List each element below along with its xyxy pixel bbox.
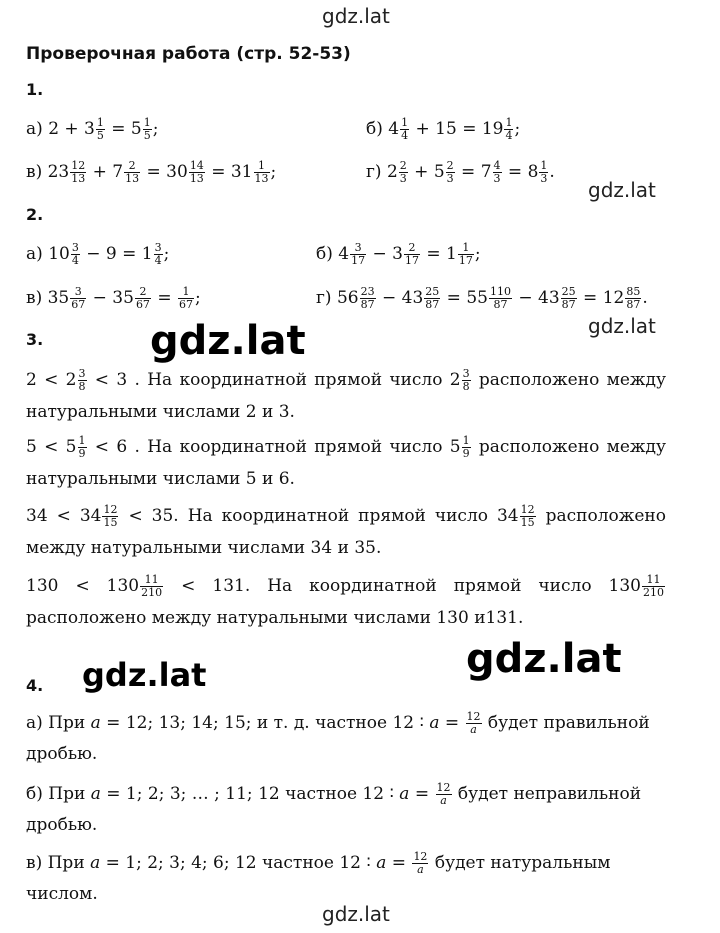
task4-v: в) При a = 1; 2; 3; 4; 6; 12 частное 12 ∶ a = $\frac{12}{a}$ будет натуральным числом. — [26, 850, 611, 904]
task3-paragraph-1: 2 < 2 $\frac{3}{8}$ < 3 . На координатной прямой число 2 $\frac{3}{8}$ расположено между натуральными числами 2 и 3. — [26, 367, 667, 422]
task1-b: б) 4 $\frac{1}{4}$ + 15 = 19 $\frac{1}{4}$ ; — [366, 116, 521, 142]
task1-a: а) 2 + 3 $\frac{1}{5}$ = 5 $\frac{1}{5}$ ; — [26, 116, 159, 142]
section-number-2: 2. — [26, 205, 44, 224]
watermark-small-4: gdz.lat — [82, 656, 207, 694]
task2-b: б) 4 $\frac{3}{17}$ − 3 $\frac{2}{17}$ = 1 $\frac{1}{17}$ ; — [316, 241, 481, 267]
watermark-bottom: gdz.lat — [322, 902, 390, 926]
section-number-1: 1. — [26, 80, 44, 99]
watermark-top: gdz.lat — [322, 4, 390, 28]
watermark-right-1: gdz.lat — [588, 178, 656, 202]
task2-g: г) 56 $\frac{23}{87}$ − 43 $\frac{25}{87}$ = 55 $\frac{110}{87}$ − 43 $\frac{25}{87}$ = 12 $\frac{85}{87}$ . — [316, 285, 648, 311]
section-number-3: 3. — [26, 330, 44, 349]
task3-paragraph-3: 34 < 34 $\frac{12}{15}$ < 35. На координатной прямой число 34 $\frac{12}{15}$ расположено между натуральными числами 34 и 35. — [26, 503, 666, 558]
task4-b: б) При a = 1; 2; 3; … ; 11; 12 частное 12 ∶ a = $\frac{12}{a}$ будет неправильной дробью. — [26, 781, 642, 835]
section-number-4: 4. — [26, 676, 44, 695]
task4-a: а) При a = 12; 13; 14; 15; и т. д. частное 12 ∶ a = $\frac{12}{a}$ будет правильной дробью. — [26, 710, 650, 764]
task1-g: г) 2 $\frac{2}{3}$ + 5 $\frac{2}{3}$ = 7 $\frac{4}{3}$ = 8 $\frac{1}{3}$ . — [366, 159, 555, 185]
task1-v: в) 23 $\frac{12}{13}$ + 7 $\frac{2}{13}$ = 30 $\frac{14}{13}$ = 31 $\frac{1}{13}$ ; — [26, 159, 277, 185]
watermark-big-2: gdz.lat — [466, 636, 622, 682]
task2-v: в) 35 $\frac{3}{67}$ − 35 $\frac{2}{67}$ = $\frac{1}{67}$ ; — [26, 285, 201, 311]
watermark-big-1: gdz.lat — [150, 318, 306, 364]
task3-paragraph-4: 130 < 130 $\frac{11}{210}$ < 131. На координатной прямой число 130 $\frac{11}{210}$ расположено между натуральными числами 130 и131. — [26, 573, 664, 628]
task3-paragraph-2: 5 < 5 $\frac{1}{9}$ < 6 . На координатной прямой число 5 $\frac{1}{9}$ расположено между натуральными числами 5 и 6. — [26, 434, 667, 489]
page-title: Проверочная работа (стр. 52-53) — [26, 44, 351, 64]
watermark-right-2: gdz.lat — [588, 314, 656, 338]
task2-a: а) 10 $\frac{3}{4}$ − 9 = 1 $\frac{3}{4}$ ; — [26, 241, 170, 267]
